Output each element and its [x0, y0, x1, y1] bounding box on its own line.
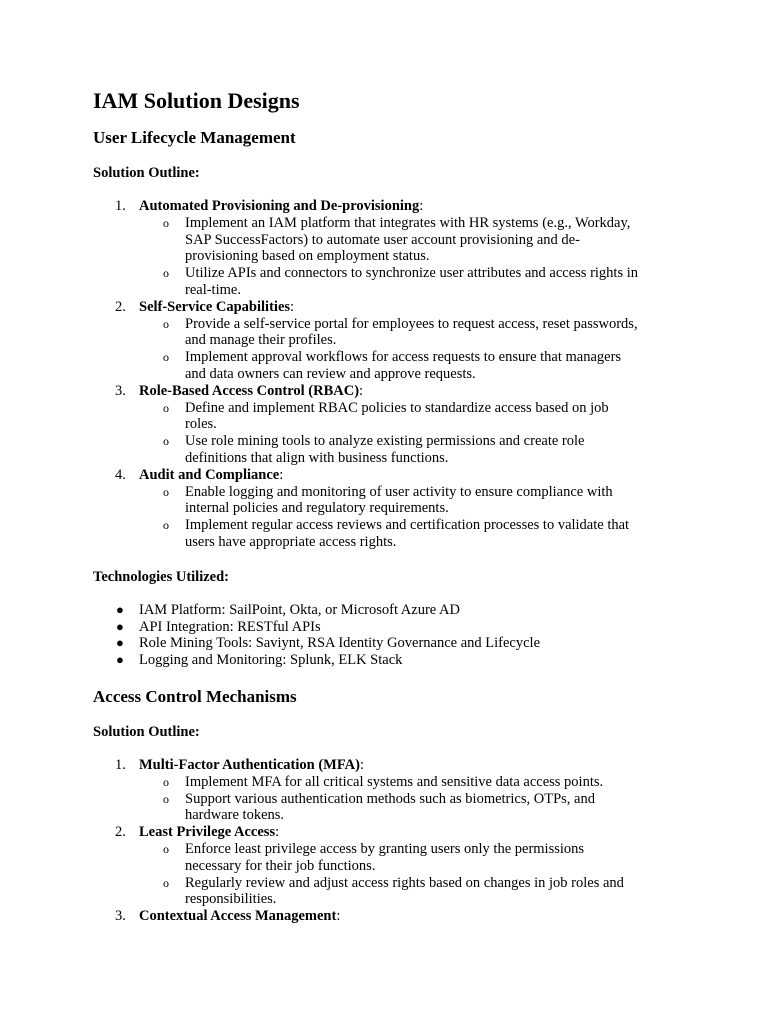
sub-bullet-icon: o [163, 350, 169, 365]
technology-text: Role Mining Tools: Saviynt, RSA Identity Governance and Lifecycle [139, 635, 541, 652]
bullet-icon: ● [116, 601, 124, 617]
sub-bullet-icon: o [163, 215, 169, 230]
item-title: Role-Based Access Control (RBAC) [139, 382, 360, 399]
item-suffix: : [359, 756, 364, 773]
sub-bullet-icon: o [163, 266, 169, 281]
sub-bullet-icon: o [163, 518, 169, 533]
sub-item-line: Provide a self-service portal for employees to request access, reset passwords, [185, 315, 638, 332]
item-heading [139, 198, 683, 215]
solution-outline-label: Solution Outline: [93, 723, 200, 740]
item-suffix: : [336, 908, 341, 925]
sub-list [93, 841, 683, 908]
outline-item [93, 383, 683, 467]
sub-item-line: Enforce least privilege access by granting users only the permissions [185, 840, 585, 857]
item-title: Multi-Factor Authentication (MFA) [139, 756, 360, 773]
item-number: 3. [115, 908, 126, 925]
sub-item [93, 484, 683, 518]
item-suffix: : [419, 198, 424, 214]
technology-text: API Integration: RESTful APIs [139, 618, 321, 635]
technology-text: IAM Platform: SailPoint, Okta, or Microsoft Azure AD [139, 601, 460, 618]
technology-text: Logging and Monitoring: Splunk, ELK Stack [139, 652, 403, 669]
sub-bullet-icon: o [163, 400, 169, 415]
sub-item-line: SAP SuccessFactors) to automate user account provisioning and de- [185, 231, 580, 248]
item-number: 2. [115, 298, 126, 315]
sub-item [93, 517, 683, 551]
technology-item [93, 635, 683, 652]
item-heading [139, 908, 683, 925]
item-title: Least Privilege Access [139, 824, 276, 841]
sub-item [93, 774, 683, 791]
sub-bullet-icon: o [163, 875, 169, 890]
technologies-list [93, 602, 683, 669]
sub-item-line: Implement approval workflows for access requests to ensure that managers [185, 349, 622, 366]
item-title: Self-Service Capabilities [139, 298, 291, 315]
sub-item [93, 349, 683, 383]
sub-item-line: Implement an IAM platform that integrates with HR systems (e.g., Workday, [185, 214, 631, 231]
sub-item [93, 215, 683, 265]
bullet-icon: ● [116, 635, 124, 651]
sub-item-line: real-time. [185, 281, 241, 298]
sub-item-line: roles. [185, 416, 217, 433]
sub-item [93, 791, 683, 825]
item-title: Automated Provisioning and De-provisioning [139, 198, 420, 214]
item-heading [139, 467, 683, 484]
item-heading [139, 383, 683, 400]
item-suffix: : [290, 298, 295, 315]
sub-item-line: Define and implement RBAC policies to standardize access based on job [185, 399, 609, 416]
item-heading [139, 757, 683, 774]
technology-item [93, 652, 683, 669]
sub-list [93, 774, 683, 824]
sub-item-line: provisioning based on employment status. [185, 248, 430, 265]
sub-bullet-icon: o [163, 841, 169, 856]
item-number: 1. [115, 198, 126, 214]
item-title: Contextual Access Management [139, 908, 337, 925]
item-number: 3. [115, 382, 126, 399]
sub-item-line: Enable logging and monitoring of user activity to ensure compliance with [185, 483, 613, 500]
item-title: Audit and Compliance [139, 466, 280, 483]
item-number: 4. [115, 466, 126, 483]
item-suffix: : [275, 824, 280, 841]
sub-list [93, 215, 683, 299]
sub-item-line: Implement MFA for all critical systems and sensitive data access points. [185, 773, 604, 790]
technology-item [93, 602, 683, 619]
technologies-label: Technologies Utilized: [93, 568, 230, 585]
sub-item-line: users have appropriate access rights. [185, 533, 397, 550]
document-page [93, 86, 683, 925]
sub-item-line: Implement regular access reviews and certification processes to validate that [185, 517, 630, 534]
sub-item [93, 875, 683, 909]
section-heading-access-control: Access Control Mechanisms [93, 686, 297, 706]
sub-item-line: and manage their profiles. [185, 332, 337, 349]
outline-item [93, 824, 683, 908]
sub-list [93, 484, 683, 551]
sub-item [93, 400, 683, 434]
sub-item-line: Utilize APIs and connectors to synchronize user attributes and access rights in [185, 265, 639, 282]
sub-bullet-icon: o [163, 774, 169, 789]
sub-item [93, 265, 683, 299]
sub-item-line: definitions that align with business functions. [185, 449, 449, 466]
outline-item [93, 467, 683, 551]
section2-outline-list [93, 757, 683, 925]
sub-bullet-icon: o [163, 316, 169, 331]
sub-item-line: Support various authentication methods such as biometrics, OTPs, and [185, 790, 595, 807]
item-heading [139, 824, 683, 841]
sub-item-line: and data owners can review and approve requests. [185, 365, 476, 382]
sub-bullet-icon: o [163, 484, 169, 499]
outline-item [93, 908, 683, 925]
sub-item [93, 433, 683, 467]
sub-item-line: Use role mining tools to analyze existing permissions and create role [185, 433, 585, 450]
technology-item [93, 619, 683, 636]
outline-item [93, 299, 683, 383]
sub-item-line: necessary for their job functions. [185, 857, 376, 874]
sub-item-line: hardware tokens. [185, 807, 285, 824]
section-heading-user-lifecycle: User Lifecycle Management [93, 128, 296, 147]
outline-item [93, 757, 683, 824]
sub-list [93, 400, 683, 467]
sub-item-line: Regularly review and adjust access rights based on changes in job roles and [185, 874, 624, 891]
item-number: 2. [115, 824, 126, 841]
outline-item [93, 198, 683, 299]
item-number: 1. [115, 756, 126, 773]
sub-item-line: internal policies and regulatory requirements. [185, 500, 449, 517]
sub-list [93, 316, 683, 383]
item-heading [139, 299, 683, 316]
sub-item [93, 841, 683, 875]
bullet-icon: ● [116, 652, 124, 668]
sub-bullet-icon: o [163, 434, 169, 449]
sub-item-line: responsibilities. [185, 891, 277, 908]
bullet-icon: ● [116, 618, 124, 634]
sub-item [93, 316, 683, 350]
solution-outline-label: Solution Outline: [93, 165, 200, 181]
item-suffix: : [279, 466, 284, 483]
document-title: IAM Solution Designs [93, 88, 300, 113]
section1-outline-list [93, 198, 683, 551]
sub-bullet-icon: o [163, 791, 169, 806]
item-suffix: : [359, 382, 364, 399]
